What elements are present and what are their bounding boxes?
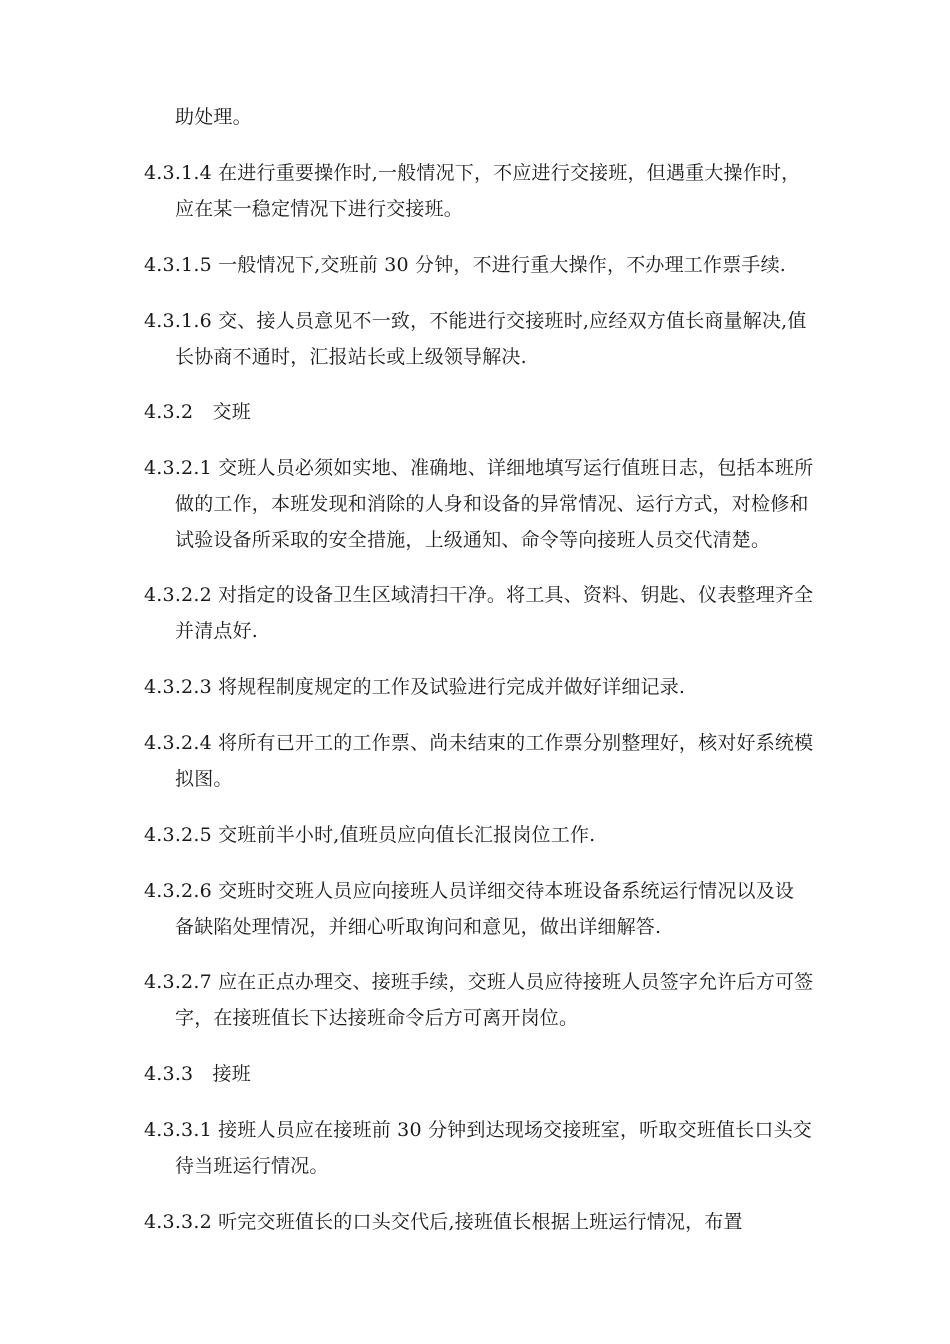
clause-4-3-2-1: 4.3.2.1 交班人员必须如实地、准确地、详细地填写运行值班日志，包括本班所	[144, 457, 814, 479]
clause-4-3-2-6: 4.3.2.6 交班时交班人员应向接班人员详细交待本班设备系统运行情况以及设	[144, 880, 795, 902]
text-line: 长协商不通时，汇报站长或上级领导解决.	[175, 346, 527, 368]
section-heading-4-3-3: 4.3.3 接班	[144, 1063, 251, 1085]
section-heading-4-3-2: 4.3.2 交班	[144, 401, 251, 423]
text-line: 待当班运行情况。	[175, 1155, 329, 1177]
clause-4-3-1-6: 4.3.1.6 交、接人员意见不一致，不能进行交接班时,应经双方值长商量解决,值	[144, 310, 807, 332]
clause-4-3-3-1: 4.3.3.1 接班人员应在接班前 30 分钟到达现场交接班室，听取交班值长口头交	[144, 1119, 812, 1141]
text-line: 并清点好.	[175, 620, 259, 642]
text-line: 助处理。	[175, 106, 252, 128]
text-line: 试验设备所采取的安全措施，上级通知、命令等向接班人员交代清楚。	[175, 529, 771, 551]
clause-4-3-2-7: 4.3.2.7 应在正点办理交、接班手续，交班人员应待接班人员签字允许后方可签	[144, 971, 814, 993]
clause-4-3-1-4: 4.3.1.4 在进行重要操作时,一般情况下，不应进行交接班，但遇重大操作时，	[144, 162, 801, 184]
clause-4-3-1-5: 4.3.1.5 一般情况下,交班前 30 分钟，不进行重大操作，不办理工作票手续.	[144, 254, 787, 276]
text-line: 应在某一稳定情况下进行交接班。	[175, 198, 464, 220]
clause-4-3-3-2: 4.3.3.2 听完交班值长的口头交代后,接班值长根据上班运行情况，布置	[144, 1211, 743, 1233]
text-line: 做的工作，本班发现和消除的人身和设备的异常情况、运行方式，对检修和	[175, 493, 809, 515]
clause-4-3-2-5: 4.3.2.5 交班前半小时,值班员应向值长汇报岗位工作.	[144, 824, 596, 846]
clause-4-3-2-3: 4.3.2.3 将规程制度规定的工作及试验进行完成并做好详细记录.	[144, 676, 686, 698]
text-line: 备缺陷处理情况，并细心听取询问和意见，做出详细解答.	[175, 916, 662, 938]
clause-4-3-2-4: 4.3.2.4 将所有已开工的工作票、尚未结束的工作票分别整理好，核对好系统模	[144, 732, 814, 754]
clause-4-3-2-2: 4.3.2.2 对指定的设备卫生区域清扫干净。将工具、资料、钥匙、仪表整理齐全	[144, 584, 814, 606]
text-line: 字，在接班值长下达接班命令后方可离开岗位。	[175, 1007, 579, 1029]
text-line: 拟图。	[175, 768, 233, 790]
